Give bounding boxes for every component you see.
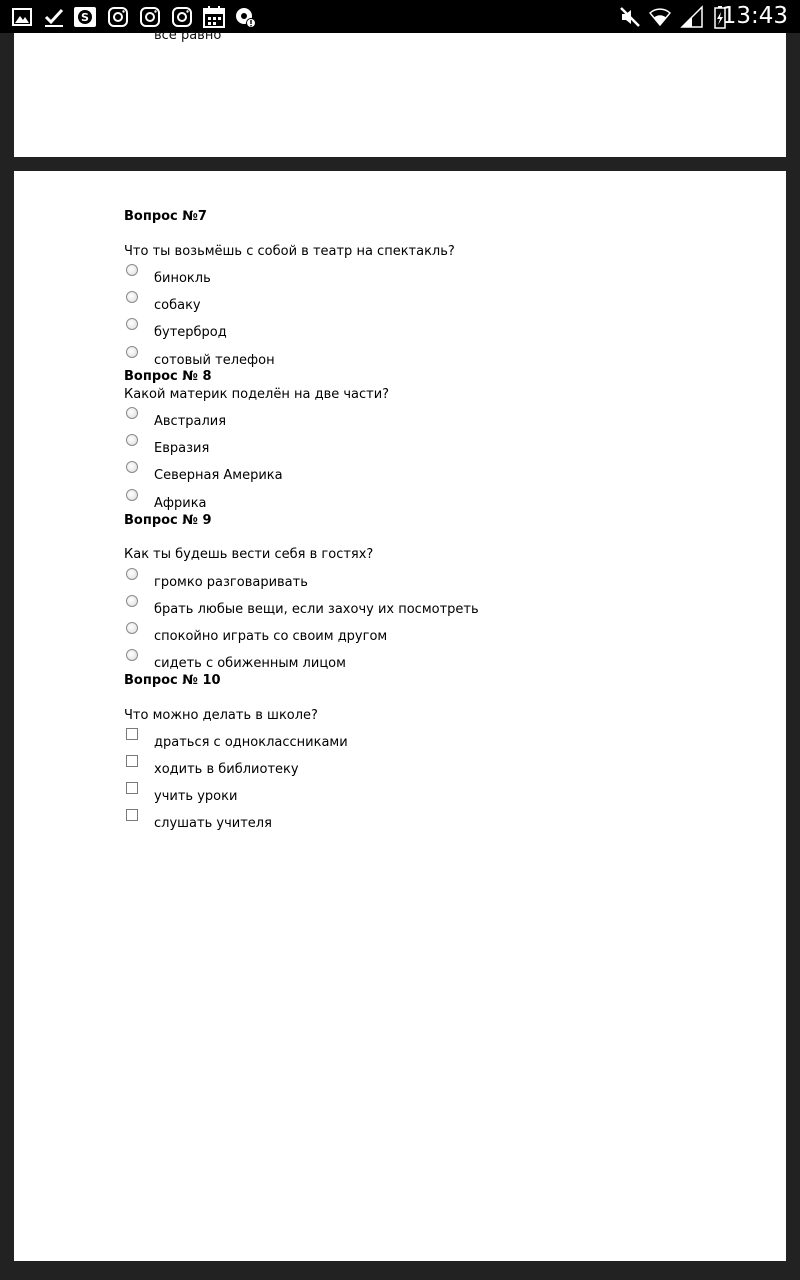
instagram-icon xyxy=(170,5,194,29)
question-8-option[interactable] xyxy=(124,434,544,461)
question-9-option[interactable] xyxy=(124,595,544,622)
option-label: бинокль xyxy=(154,271,211,286)
radio-button[interactable] xyxy=(126,264,138,276)
option-label: бутерброд xyxy=(154,325,227,340)
question-9-title: Вопрос № 9 xyxy=(124,513,212,528)
image-icon xyxy=(10,5,34,29)
instagram-icon xyxy=(106,5,130,29)
option-label: Северная Америка xyxy=(154,468,283,483)
radio-button[interactable] xyxy=(126,649,138,661)
status-bar xyxy=(0,0,800,33)
option-label: сидеть с обиженным лицом xyxy=(154,656,346,671)
question-9-option[interactable] xyxy=(124,568,544,595)
option-label: брать любые вещи, если захочу их посмотреть xyxy=(154,602,479,617)
wifi-icon xyxy=(648,5,672,29)
document-page-previous xyxy=(14,28,786,157)
radio-button[interactable] xyxy=(126,291,138,303)
option-label: Австралия xyxy=(154,414,227,429)
question-10-title: Вопрос № 10 xyxy=(124,673,221,688)
option-label: ходить в библиотеку xyxy=(154,762,299,777)
instagram-icon xyxy=(138,5,162,29)
question-7-option[interactable] xyxy=(124,291,544,318)
question-10-option[interactable] xyxy=(124,809,544,836)
question-7-text: Что ты возьмёшь с собой в театр на спектакль? xyxy=(124,244,455,259)
option-label: Африка xyxy=(154,496,207,511)
option-label: громко разговаривать xyxy=(154,575,308,590)
option-label: собаку xyxy=(154,298,201,313)
radio-button[interactable] xyxy=(126,434,138,446)
download-done-icon xyxy=(42,5,66,29)
option-label: спокойно играть со своим другом xyxy=(154,629,388,644)
option-label: Евразия xyxy=(154,441,210,456)
option-label: сотовый телефон xyxy=(154,353,275,368)
previous-option-fragment: все равно xyxy=(154,28,222,43)
checkbox[interactable] xyxy=(126,782,138,794)
svg-text:S: S xyxy=(81,11,89,24)
mute-icon xyxy=(618,5,642,29)
question-8-text: Какой материк поделён на две части? xyxy=(124,387,390,402)
question-7-option[interactable] xyxy=(124,264,544,291)
question-8-option[interactable] xyxy=(124,461,544,488)
question-8-title: Вопрос № 8 xyxy=(124,369,212,384)
document-page xyxy=(14,171,786,1261)
question-9-option[interactable] xyxy=(124,622,544,649)
question-10-option[interactable] xyxy=(124,782,544,809)
question-10-option[interactable] xyxy=(124,728,544,755)
question-10-text: Что можно делать в школе? xyxy=(124,708,318,723)
option-label: учить уроки xyxy=(154,789,238,804)
chrome-alert-icon xyxy=(234,5,258,29)
radio-button[interactable] xyxy=(126,318,138,330)
question-9-text: Как ты будешь вести себя в гостях? xyxy=(124,547,374,562)
radio-button[interactable] xyxy=(126,407,138,419)
calendar-icon xyxy=(202,5,226,29)
s-app-icon xyxy=(73,5,97,29)
checkbox[interactable] xyxy=(126,809,138,821)
radio-button[interactable] xyxy=(126,622,138,634)
radio-button[interactable] xyxy=(126,461,138,473)
radio-button[interactable] xyxy=(126,568,138,580)
question-10-option[interactable] xyxy=(124,755,544,782)
checkbox[interactable] xyxy=(126,728,138,740)
checkbox[interactable] xyxy=(126,755,138,767)
radio-button[interactable] xyxy=(126,346,138,358)
question-8-option[interactable] xyxy=(124,489,544,516)
radio-button[interactable] xyxy=(126,595,138,607)
question-7-option[interactable] xyxy=(124,318,544,345)
option-label: драться с одноклассниками xyxy=(154,735,348,750)
clock-time: 13:43 xyxy=(721,3,788,29)
option-label: слушать учителя xyxy=(154,816,272,831)
signal-icon xyxy=(680,5,704,29)
question-8-option[interactable] xyxy=(124,407,544,434)
question-9-option[interactable] xyxy=(124,649,544,676)
question-7-title: Вопрос №7 xyxy=(124,209,207,224)
radio-button[interactable] xyxy=(126,489,138,501)
